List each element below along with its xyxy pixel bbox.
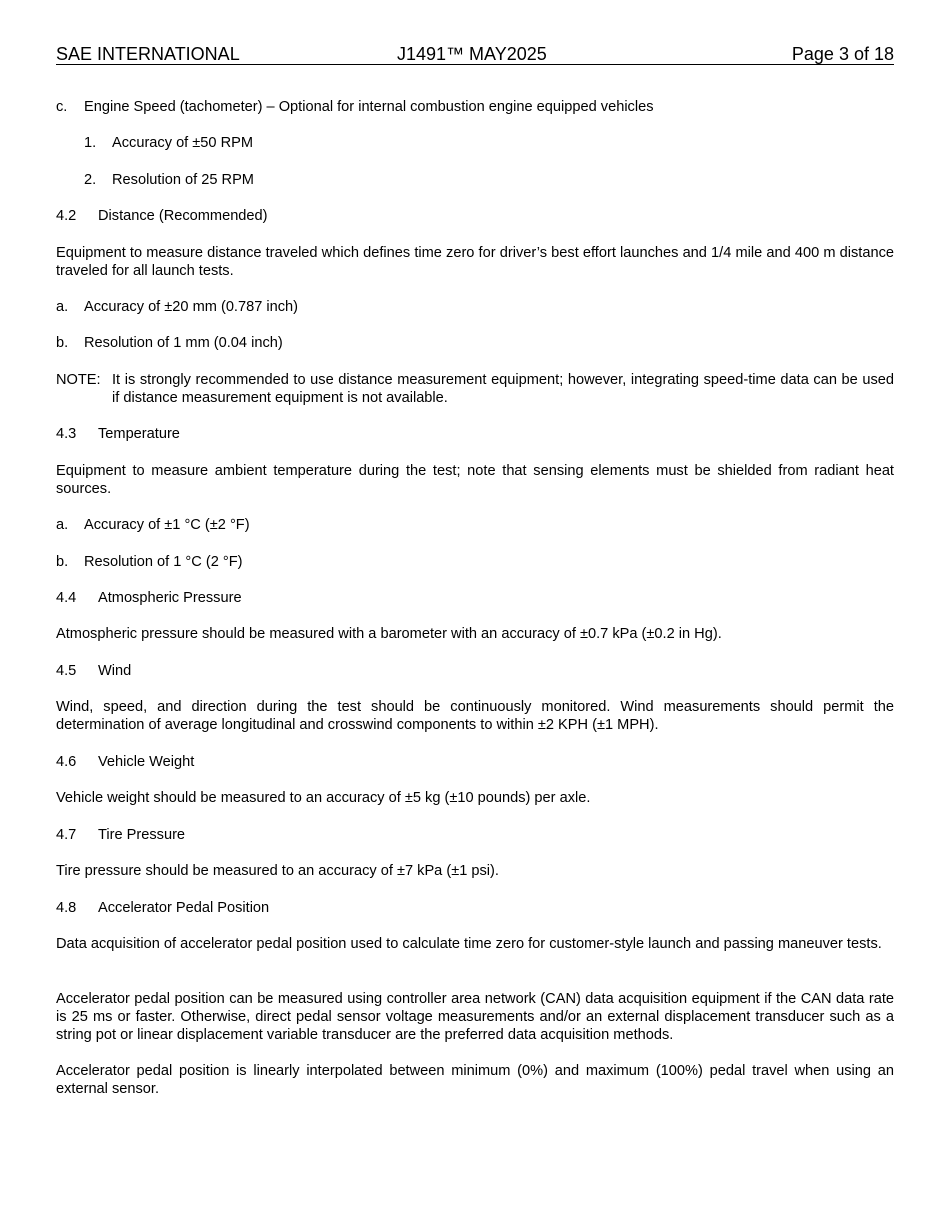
page-header bbox=[56, 44, 894, 65]
section-heading-4-2 bbox=[56, 207, 268, 225]
list-text: Accuracy of ±1 °C (±2 °F) bbox=[84, 517, 250, 533]
distance-item-a bbox=[56, 298, 298, 316]
engine-speed-subitem-2 bbox=[84, 171, 254, 189]
section-number: 4.6 bbox=[56, 754, 77, 770]
header-document-id: J1491™ MAY2025 bbox=[397, 44, 547, 64]
section-number: 4.4 bbox=[56, 590, 77, 606]
section-number: 4.2 bbox=[56, 208, 77, 224]
temperature-item-a bbox=[56, 516, 250, 534]
distance-item-b bbox=[56, 334, 283, 352]
section-heading-4-5 bbox=[56, 662, 131, 680]
section-heading-4-6 bbox=[56, 753, 194, 771]
section-heading-4-4 bbox=[56, 589, 242, 607]
section-title: Atmospheric Pressure bbox=[98, 590, 242, 606]
section-title: Vehicle Weight bbox=[98, 754, 195, 770]
section-heading-4-3 bbox=[56, 425, 180, 443]
header-organization: SAE INTERNATIONAL bbox=[56, 44, 240, 64]
list-label: b. bbox=[56, 554, 69, 570]
list-label: b. bbox=[56, 335, 69, 351]
section-4-8-body-1: Data acquisition of accelerator pedal position used to calculate time zero for customer-style launch and passing maneuver tests. bbox=[56, 936, 882, 952]
section-title: Temperature bbox=[98, 426, 180, 442]
list-text: Accuracy of ±50 RPM bbox=[112, 135, 254, 151]
section-title: Wind bbox=[98, 663, 132, 679]
section-number: 4.3 bbox=[56, 426, 77, 442]
list-text: Engine Speed (tachometer) – Optional for internal combustion engine equipped vehicles bbox=[84, 99, 654, 115]
note-label: NOTE: bbox=[56, 372, 101, 388]
list-text: Accuracy of ±20 mm (0.787 inch) bbox=[84, 299, 299, 315]
list-label: a. bbox=[56, 299, 69, 315]
section-4-5-body: Wind, speed, and direction during the test should be continuously monitored. Wind measurements should permit the determination of average longitudinal and crosswind components to within ±2 KPH (±1 MPH). bbox=[56, 699, 894, 733]
section-number: 4.5 bbox=[56, 663, 77, 679]
list-text: Resolution of 1 mm (0.04 inch) bbox=[84, 335, 283, 351]
section-4-8-body-3: Accelerator pedal position is linearly interpolated between minimum (0%) and maximum (100%) pedal travel when using an external sensor. bbox=[56, 1063, 894, 1097]
distance-note bbox=[56, 371, 894, 407]
temperature-item-b bbox=[56, 553, 242, 571]
list-text: Resolution of 1 °C (2 °F) bbox=[84, 554, 243, 570]
engine-speed-subitem-1 bbox=[84, 134, 253, 152]
section-4-4-body: Atmospheric pressure should be measured with a barometer with an accuracy of ±0.7 kPa (±0.2 in Hg). bbox=[56, 626, 722, 642]
note-text: It is strongly recommended to use distance measurement equipment; however, integrating speed-time data can be used if distance measurement equipment is not available. bbox=[112, 372, 894, 406]
section-4-2-body: Equipment to measure distance traveled which defines time zero for driver’s best effort launches and 1/4 mile and 400 m distance traveled for all launch tests. bbox=[56, 245, 894, 279]
list-text: Resolution of 25 RPM bbox=[112, 172, 254, 188]
section-title: Distance (Recommended) bbox=[98, 208, 268, 224]
list-label: c. bbox=[56, 99, 68, 115]
section-4-8-body-2: Accelerator pedal position can be measured using controller area network (CAN) data acquisition equipment if the CAN data rate is 25 ms or faster. Otherwise, direct pedal sensor voltage measurements and/or an external displacement transducer such as a string pot or linear displacement variable transducer are the preferred data acquisition methods. bbox=[56, 991, 894, 1043]
header-page-number: Page 3 of 18 bbox=[791, 44, 894, 64]
list-label: a. bbox=[56, 517, 69, 533]
section-title: Accelerator Pedal Position bbox=[98, 900, 270, 916]
section-title: Tire Pressure bbox=[98, 827, 186, 843]
section-4-7-body: Tire pressure should be measured to an accuracy of ±7 kPa (±1 psi). bbox=[56, 863, 499, 879]
section-heading-4-7 bbox=[56, 826, 185, 844]
section-4-3-body: Equipment to measure ambient temperature during the test; note that sensing elements must be shielded from radiant heat sources. bbox=[56, 463, 894, 497]
section-number: 4.8 bbox=[56, 900, 77, 916]
section-4-6-body: Vehicle weight should be measured to an accuracy of ±5 kg (±10 pounds) per axle. bbox=[56, 790, 591, 806]
list-number: 1. bbox=[84, 135, 97, 151]
list-number: 2. bbox=[84, 172, 97, 188]
section-heading-4-8 bbox=[56, 899, 269, 917]
section-number: 4.7 bbox=[56, 827, 77, 843]
engine-speed-item bbox=[56, 98, 654, 116]
